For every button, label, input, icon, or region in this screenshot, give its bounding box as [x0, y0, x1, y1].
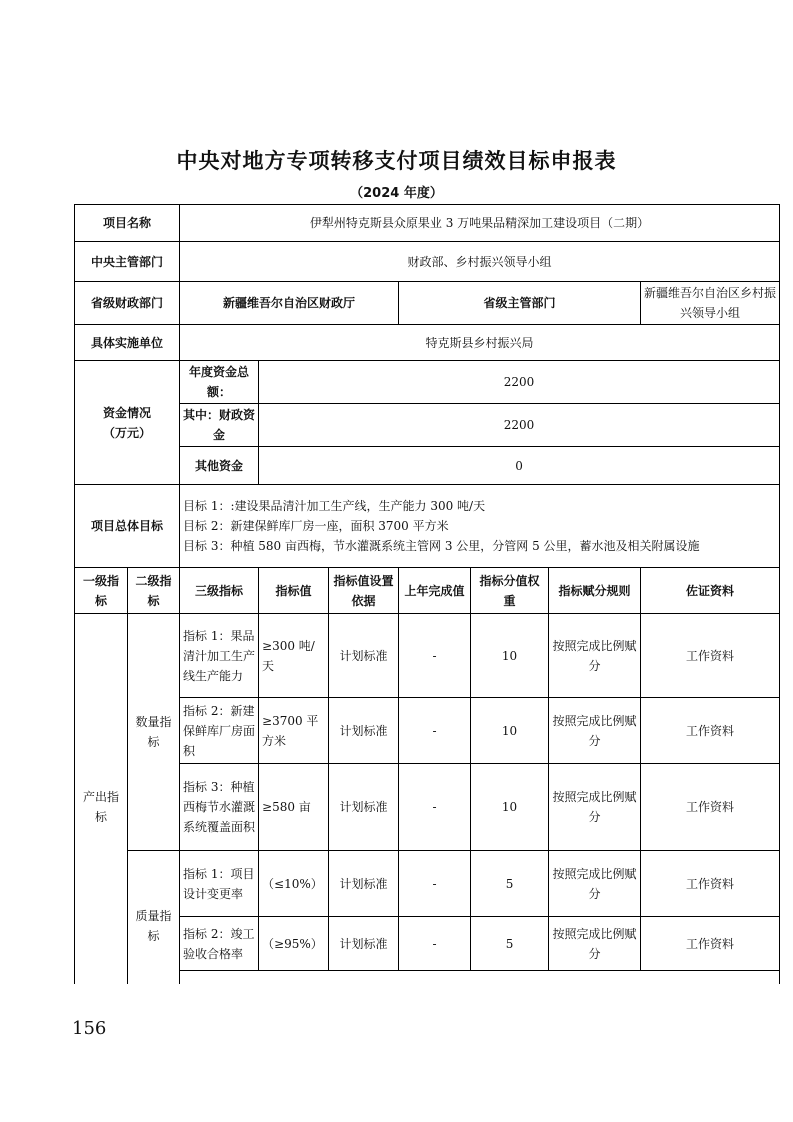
table-row: [75, 851, 780, 917]
indicator-name: 指标 2：竣工验收合格率: [180, 917, 259, 971]
annual-funds-value: 2200: [259, 361, 780, 404]
impl-unit-value: 特克斯县乡村振兴局: [180, 325, 780, 361]
table-row: [75, 698, 780, 764]
central-dept-value: 财政部、乡村振兴领导小组: [180, 242, 780, 282]
funds-label: [75, 361, 180, 485]
other-funds-value: 0: [259, 447, 780, 485]
central-dept-label: 中央主管部门: [75, 242, 180, 282]
annual-funds-label: 年度资金总额：: [180, 361, 259, 404]
indicator-evidence: 工作资料: [641, 698, 780, 764]
prov-finance-value: 新疆维吾尔自治区财政厅: [180, 282, 399, 325]
indicator-last: -: [399, 851, 471, 917]
indicator-last: -: [399, 764, 471, 851]
fiscal-funds-label: 其中：财政资金: [180, 404, 259, 447]
row-impl-unit: [75, 325, 780, 361]
indicator-basis: 计划标准: [329, 764, 399, 851]
project-name-label: 项目名称: [75, 205, 180, 242]
indicator-value: ≥3700 平方米: [259, 698, 329, 764]
indicator-last: -: [399, 614, 471, 698]
table-row: [75, 764, 780, 851]
header-rule: 指标赋分规则: [549, 568, 641, 614]
indicator-evidence: 工作资料: [641, 917, 780, 971]
performance-target-table: [74, 204, 780, 1001]
indicator-weight: 10: [471, 698, 549, 764]
indicator-weight: 5: [471, 851, 549, 917]
indicator-evidence: 工作资料: [641, 614, 780, 698]
group-quantity: 数量指标: [128, 614, 180, 851]
indicator-basis: 计划标准: [329, 851, 399, 917]
row-central-dept: [75, 242, 780, 282]
row-headers: [75, 568, 780, 614]
funds-label-line1: 资金情况: [103, 405, 152, 420]
header-basis: 指标值设置依据: [329, 568, 399, 614]
indicator-name: 指标 3：种植西梅节水灌溉系统覆盖面积: [180, 764, 259, 851]
indicator-rule: 按照完成比例赋分: [549, 851, 641, 917]
indicator-value: ≥580 亩: [259, 764, 329, 851]
indicator-value: ≥300 吨/天: [259, 614, 329, 698]
fiscal-funds-value: 2200: [259, 404, 780, 447]
prov-dept-value: 新疆维吾尔自治区乡村振兴领导小组: [641, 282, 780, 325]
header-value: 指标值: [259, 568, 329, 614]
page-subtitle: （2024 年度）: [350, 186, 443, 201]
indicator-evidence: 工作资料: [641, 764, 780, 851]
indicator-basis: 计划标准: [329, 917, 399, 971]
goals-content: [180, 485, 780, 568]
indicator-evidence: 工作资料: [641, 851, 780, 917]
impl-unit-label: 具体实施单位: [75, 325, 180, 361]
indicator-value: （≤10%）: [259, 851, 329, 917]
row-funds-annual: [75, 361, 780, 404]
indicator-name: 指标 1：项目设计变更率: [180, 851, 259, 917]
indicator-rule: 按照完成比例赋分: [549, 698, 641, 764]
header-weight: 指标分值权重: [471, 568, 549, 614]
indicator-rule: 按照完成比例赋分: [549, 764, 641, 851]
row-goals: [75, 485, 780, 568]
funds-label-line2: （万元）: [103, 425, 152, 440]
goals-label: 项目总体目标: [75, 485, 180, 568]
indicator-basis: 计划标准: [329, 614, 399, 698]
other-funds-label: 其他资金: [180, 447, 259, 485]
indicator-name: 指标 2：新建保鲜库厂房面积: [180, 698, 259, 764]
header-last-year: 上年完成值: [399, 568, 471, 614]
row-funds-fiscal: [75, 404, 780, 447]
indicator-last: -: [399, 917, 471, 971]
indicator-basis: 计划标准: [329, 698, 399, 764]
goal-item: 目标 1：:建设果品清汁加工生产线，生产能力 300 吨/天: [183, 499, 486, 513]
indicator-weight: 10: [471, 614, 549, 698]
group-quality: 质量指标: [128, 851, 180, 1001]
goal-item: 目标 2：新建保鲜库厂房一座，面积 3700 平方米: [183, 519, 449, 533]
indicator-rule: 按照完成比例赋分: [549, 917, 641, 971]
header-evidence: 佐证资料: [641, 568, 780, 614]
row-funds-other: [75, 447, 780, 485]
prov-dept-label: 省级主管部门: [399, 282, 641, 325]
group-output: 产出指标: [75, 614, 128, 1001]
prov-finance-label: 省级财政部门: [75, 282, 180, 325]
indicator-rule: 按照完成比例赋分: [549, 614, 641, 698]
row-project-name: [75, 205, 780, 242]
project-name-value: 伊犁州特克斯县众原果业 3 万吨果品精深加工建设项目（二期）: [180, 205, 780, 242]
header-level1: 一级指标: [75, 568, 128, 614]
header-level2: 二级指标: [128, 568, 180, 614]
indicator-weight: 10: [471, 764, 549, 851]
page-cut-mask: [0, 984, 793, 1014]
table-row: [75, 917, 780, 971]
indicator-value: （≥95%）: [259, 917, 329, 971]
indicator-last: -: [399, 698, 471, 764]
header-level3: 三级指标: [180, 568, 259, 614]
table-row: [75, 614, 780, 698]
indicator-name: 指标 1：果品清汁加工生产线生产能力: [180, 614, 259, 698]
goal-item: 目标 3：种植 580 亩西梅，节水灌溉系统主管网 3 公里，分管网 5 公里，蓄水池及相关附属设施: [183, 539, 700, 553]
indicator-weight: 5: [471, 917, 549, 971]
row-provincial: [75, 282, 780, 325]
page-number: 156: [72, 1018, 107, 1039]
page-title: 中央对地方专项转移支付项目绩效目标申报表: [176, 149, 617, 173]
